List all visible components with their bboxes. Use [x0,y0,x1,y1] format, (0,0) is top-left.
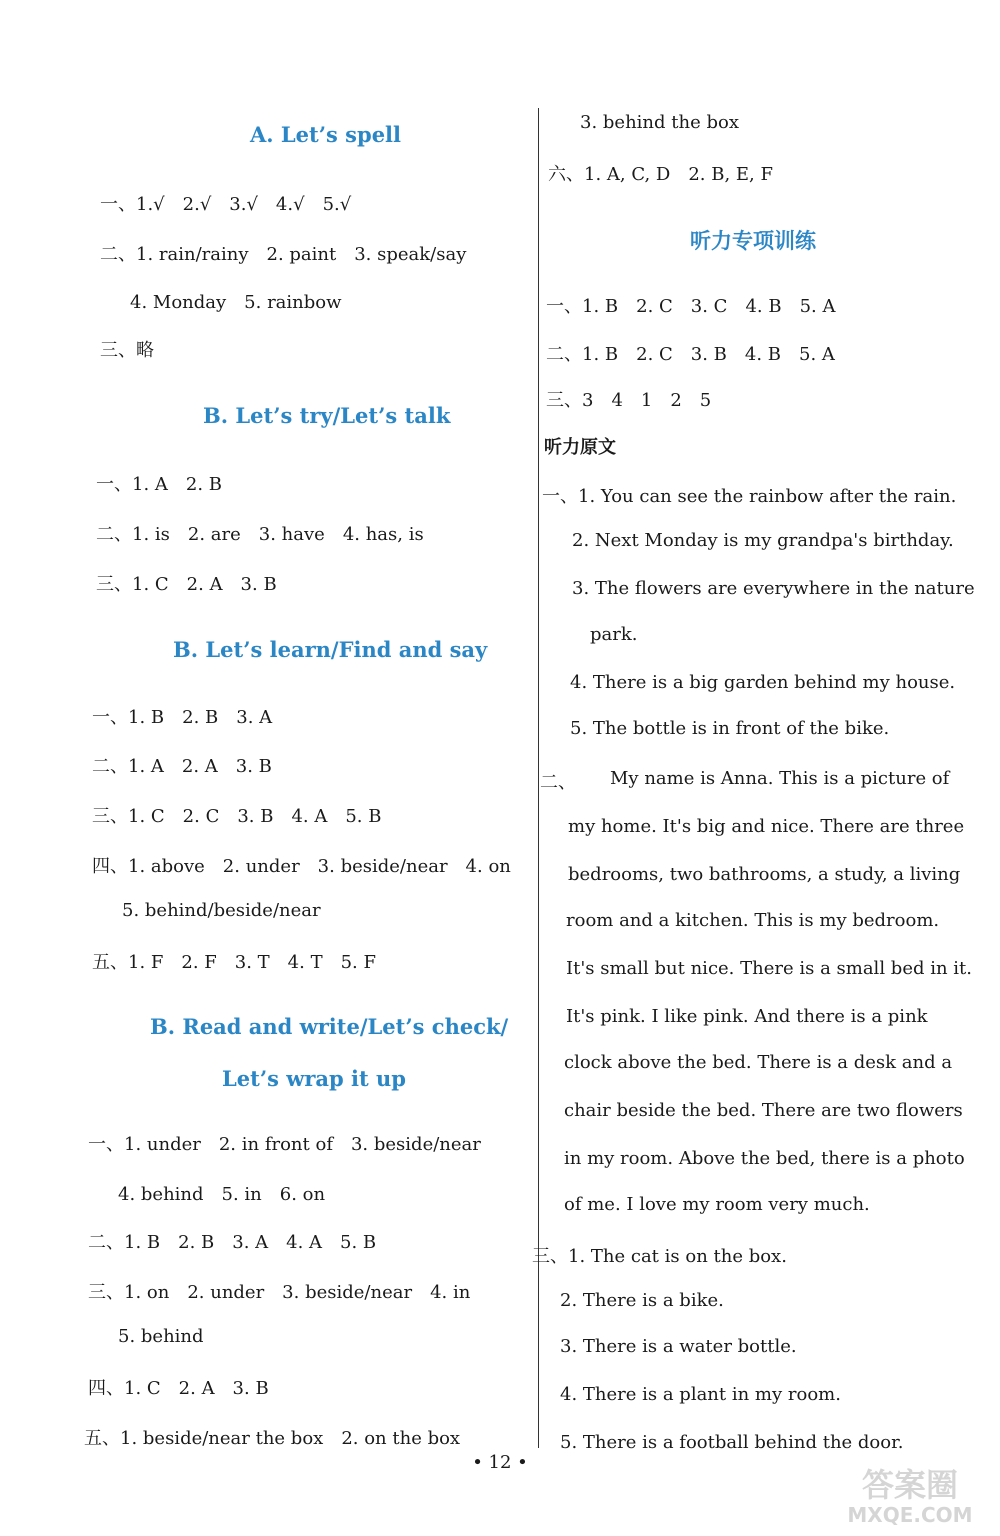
page-number: • 12 • [472,1452,528,1473]
svg-text:MXQE.COM: MXQE.COM [847,1503,973,1527]
answer-line: 一、1.√ 2.√ 3.√ 4.√ 5.√ [100,194,352,215]
script-line: 三、1. The cat is on the box. [532,1246,787,1267]
answer-line: 4. behind 5. in 6. on [118,1184,326,1205]
answer-line: 一、1. B 2. B 3. A [92,707,273,728]
script-line: 5. The bottle is in front of the bike. [570,718,890,739]
answer-line: 3. behind the box [580,112,739,133]
section-heading-lets-learn: B. Let’s learn/Find and say [173,637,488,662]
script-line: 3. There is a water bottle. [560,1336,797,1357]
answer-line: 三、略 [100,340,154,361]
script-line: 5. There is a football behind the door. [560,1432,904,1453]
answer-line: 五、1. beside/near the box 2. on the box [84,1428,461,1449]
answer-line: 一、1. B 2. C 3. C 4. B 5. A [546,296,836,317]
watermark-logo [840,1458,980,1528]
answer-line: 四、1. C 2. A 3. B [88,1378,269,1399]
section-heading-listening: 听力专项训练 [690,229,816,253]
section-heading-lets-try-talk: B. Let’s try/Let’s talk [203,403,451,428]
script-line: 2. There is a bike. [560,1290,724,1311]
section-heading-lets-spell: A. Let’s spell [250,122,402,147]
svg-text:答案圈: 答案圈 [861,1466,959,1504]
passage-line: clock above the bed. There is a desk and a [564,1052,953,1073]
script-line: park. [590,624,638,645]
answer-line: 5. behind/beside/near [122,900,321,921]
script-line: 3. The flowers are everywhere in the nature [572,578,975,599]
passage-line: It's small but nice. There is a small bed in it. [566,958,972,979]
passage-line: room and a kitchen. This is my bedroom. [566,910,940,931]
section-heading-wrap-up: Let’s wrap it up [222,1066,406,1091]
answer-line: 二、1. A 2. A 3. B [92,756,272,777]
answer-line: 4. Monday 5. rainbow [130,292,342,313]
answer-line: 三、1. C 2. C 3. B 4. A 5. B [92,806,382,827]
answer-line: 5. behind [118,1326,204,1347]
script-line: 一、1. You can see the rainbow after the rain. [542,486,957,507]
script-line: 4. There is a plant in my room. [560,1384,841,1405]
passage-line: bedrooms, two bathrooms, a study, a living [568,864,961,885]
passage-line: chair beside the bed. There are two flowers [564,1100,963,1121]
passage-line: of me. I love my room very much. [564,1194,870,1215]
answer-line: 三、1. on 2. under 3. beside/near 4. in [88,1282,471,1303]
script-line: 2. Next Monday is my grandpa's birthday. [572,530,954,551]
answer-line: 一、1. A 2. B [96,474,223,495]
passage-label: 二、 [540,772,576,793]
section-heading-read-write: B. Read and write/Let’s check/ [150,1014,509,1039]
passage-line: It's pink. I like pink. And there is a pink [566,1006,928,1027]
answer-line: 二、1. B 2. C 3. B 4. B 5. A [546,344,835,365]
passage-line: my home. It's big and nice. There are three [568,816,965,837]
answer-line: 二、1. B 2. B 3. A 4. A 5. B [88,1232,377,1253]
answer-line: 五、1. F 2. F 3. T 4. T 5. F [92,952,376,973]
script-line: 4. There is a big garden behind my house. [570,672,956,693]
passage-line: in my room. Above the bed, there is a photo [564,1148,965,1169]
answer-line: 四、1. above 2. under 3. beside/near 4. on [92,856,511,877]
passage-line: My name is Anna. This is a picture of [610,768,950,789]
answer-line: 三、1. C 2. A 3. B [96,574,277,595]
answer-line: 三、3 4 1 2 5 [546,390,712,411]
answer-line: 二、1. rain/rainy 2. paint 3. speak/say [100,244,467,265]
answer-line: 二、1. is 2. are 3. have 4. has, is [96,524,424,545]
answer-line: 六、1. A, C, D 2. B, E, F [548,164,773,185]
answer-line: 一、1. under 2. in front of 3. beside/near [88,1134,481,1155]
listening-script-heading: 听力原文 [544,437,616,458]
